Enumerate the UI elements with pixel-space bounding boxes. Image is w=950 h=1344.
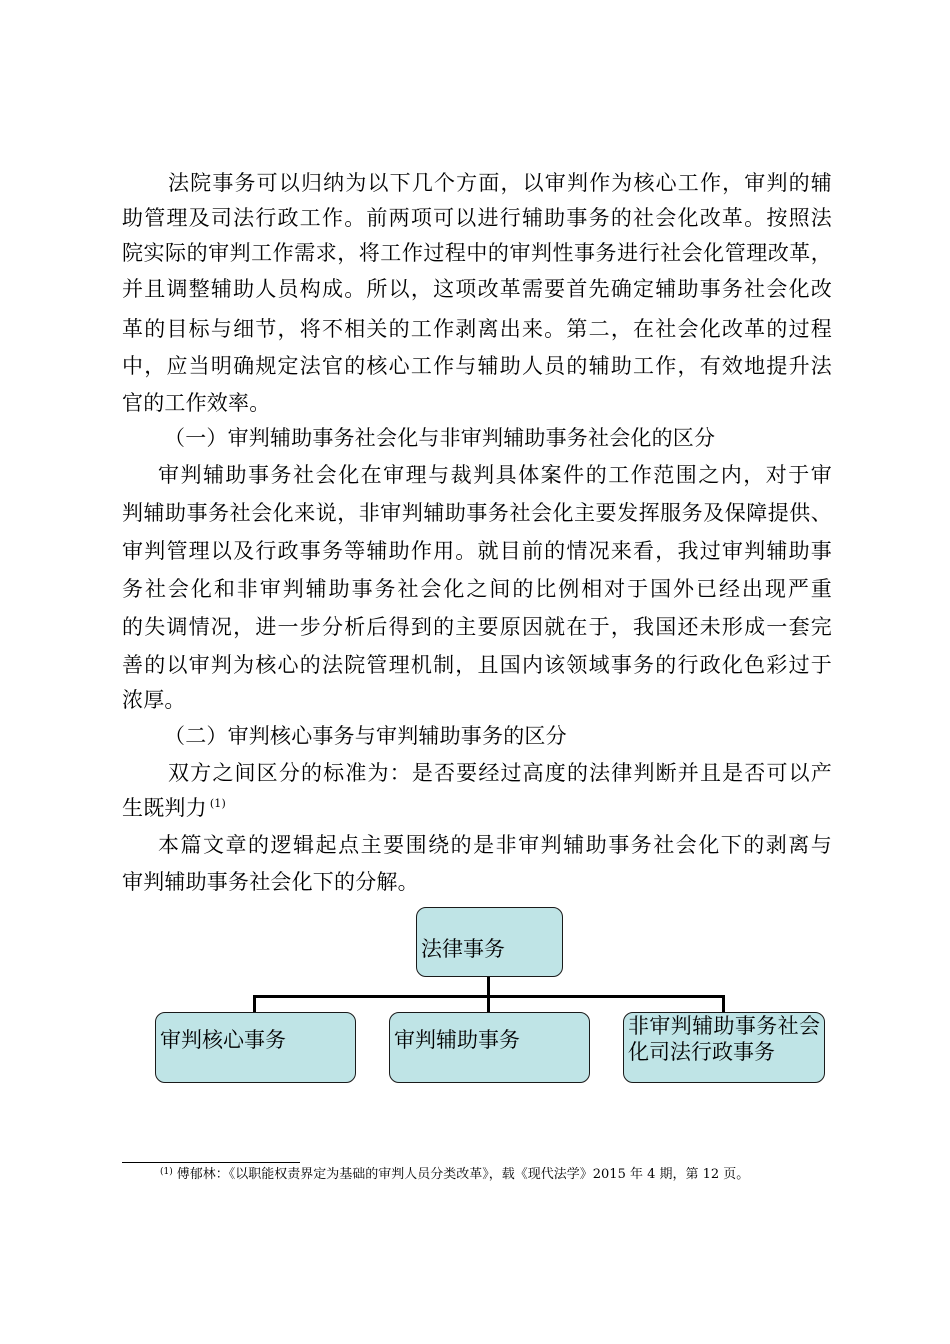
paragraph1-line: 助管理及司法行政工作。前两项可以进行辅助事务的社会化改革。按照法 [122,206,832,230]
footnote [160,1166,749,1185]
paragraph1-line: 并且调整辅助人员构成。所以，这项改革需要首先确定辅助事务社会化改 [122,277,832,301]
paragraph3-line: 双方之间区分的标准为：是否要经过高度的法律判断并且是否可以产 [168,761,832,785]
paragraph3-line-text: 生既判力 [122,796,207,820]
diagram-root-box: 法律事务 [416,907,563,977]
paragraph1-line: 革的目标与细节，将不相关的工作剥离出来。第二，在社会化改革的过程 [122,317,832,341]
paragraph2-line: 审判辅助事务社会化在审理与裁判具体案件的工作范围之内，对于审 [158,463,832,487]
connector-right [722,995,725,1013]
diagram-child-box-non-judicial: 非审判辅助事务社会化司法行政事务 [623,1012,825,1083]
diagram-child-box-auxiliary: 审判辅助事务 [389,1012,590,1083]
paragraph1-line: 中，应当明确规定法官的核心工作与辅助人员的辅助工作，有效地提升法 [122,354,832,378]
diagram-child-box-core: 审判核心事务 [155,1012,356,1083]
connector-middle [487,995,490,1013]
paragraph4-line: 审判辅助事务社会化下的分解。 [122,870,419,894]
connector-left [253,995,256,1013]
footnote-text: 傅郁林：《以职能权责界定为基础的审判人员分类改革》，载《现代法学》2015 年 4 期，第 12 页。 [176,1167,750,1182]
footnote-separator [122,1162,300,1163]
paragraph4-line: 本篇文章的逻辑起点主要围绕的是非审判辅助事务社会化下的剥离与 [158,833,832,857]
paragraph3-line [122,795,226,825]
paragraph2-line: 审判管理以及行政事务等辅助作用。就目前的情况来看，我过审判辅助事 [122,539,832,563]
section-heading-1: （一）审判辅助事务社会化与非审判辅助事务社会化的区分 [164,426,716,450]
section-heading-2: （二）审判核心事务与审判辅助事务的区分 [164,724,567,748]
footnote-mark: (1) [160,1167,173,1177]
paragraph2-line: 务社会化和非审判辅助事务社会化之间的比例相对于国外已经出现严重 [122,577,832,601]
paragraph2-line: 的失调情况，进一步分析后得到的主要原因就在于，我国还未形成一套完 [122,615,832,639]
paragraph2-line: 浓厚。 [122,688,186,712]
paragraph2-line: 善的以审判为核心的法院管理机制，且国内该领域事务的行政化色彩过于 [122,653,832,677]
paragraph1-line: 官的工作效率。 [122,391,271,415]
paragraph1-line: 院实际的审判工作需求，将工作过程中的审判性事务进行社会化管理改革， [122,241,832,265]
connector-vertical [487,977,490,997]
footnote-reference[interactable]: (1) [209,797,226,810]
paragraph2-line: 判辅助事务社会化来说，非审判辅助事务社会化主要发挥服务及保障提供、 [122,501,832,525]
paragraph1-line: 法院事务可以归纳为以下几个方面，以审判作为核心工作，审判的辅 [168,171,832,195]
